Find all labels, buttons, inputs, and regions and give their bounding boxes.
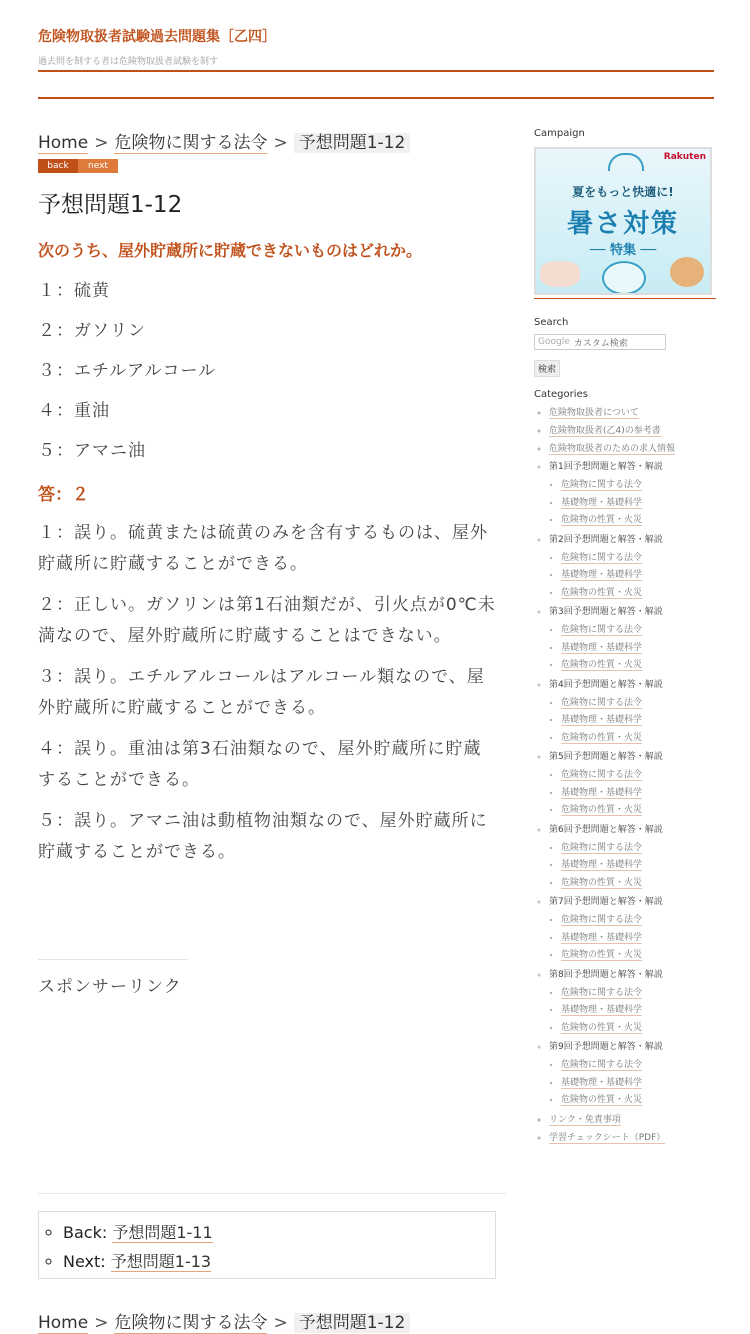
search-placeholder: カスタム検索 — [573, 338, 628, 349]
search-input[interactable] — [534, 334, 666, 350]
category-group-title: 第4回予想問題と解答・解説 — [549, 679, 663, 690]
breadcrumb-separator: > — [94, 1313, 109, 1333]
subcategory-link[interactable]: 危険物の性質・火災 — [561, 877, 643, 888]
category-group — [549, 460, 716, 530]
category-list — [534, 406, 716, 1146]
pillow-image — [540, 261, 580, 287]
subcategory-item — [561, 695, 716, 713]
category-group — [549, 750, 716, 820]
subcategory-item — [561, 930, 716, 948]
bear-icon — [602, 261, 646, 295]
subcategory-link[interactable]: 危険物の性質・火災 — [561, 515, 643, 525]
next-post-label: Next: — [63, 1252, 106, 1271]
subcategory-link[interactable]: 危険物に関する法令 — [561, 625, 643, 635]
next-post-item — [63, 1247, 495, 1276]
answer-text: 答：２ — [38, 485, 89, 505]
subcategory-item — [561, 840, 716, 858]
article — [38, 190, 498, 868]
category-item — [549, 1131, 716, 1146]
post-pager — [38, 159, 118, 173]
category-group — [549, 1040, 716, 1110]
subcategory-item — [561, 495, 716, 513]
subcategory-link[interactable]: 危険物の性質・火災 — [561, 1095, 643, 1105]
ad-line3: ── 特集 ── — [589, 243, 657, 258]
answer-option: ５：アマニ油 — [38, 441, 146, 461]
subcategory-list — [549, 985, 716, 1038]
option-list — [38, 278, 498, 464]
subcategory-list — [549, 622, 716, 675]
subcategory-link[interactable]: 危険物に関する法令 — [561, 770, 643, 780]
header-divider — [38, 70, 714, 72]
subcategory-item — [561, 622, 716, 640]
subcategory-link[interactable]: 基礎物理・基礎科学 — [561, 787, 643, 798]
category-link[interactable]: 危険物取扱者(乙4)の参考書 — [549, 426, 661, 436]
category-group — [549, 605, 716, 675]
subcategory-link[interactable]: 基礎物理・基礎科学 — [561, 570, 643, 580]
subcategory-list — [549, 912, 716, 965]
google-logo: Google — [538, 337, 570, 347]
sponsor-label: スポンサーリンク — [38, 959, 188, 997]
explanation-item: ３：誤り。エチルアルコールはアルコール類なので、屋外貯蔵所に貯蔵することができる。 — [38, 667, 485, 718]
breadcrumb-separator: > — [273, 133, 288, 153]
category-group-title: 第6回予想問題と解答・解説 — [549, 824, 663, 835]
prev-post-link[interactable]: 予想問題1-11 — [112, 1223, 213, 1242]
answer-option: １：硫黄 — [38, 281, 110, 301]
category-group — [549, 968, 716, 1038]
subcategory-item — [561, 1075, 716, 1093]
subcategory-link[interactable]: 危険物の性質・火災 — [561, 805, 643, 815]
subcategory-item — [561, 1002, 716, 1020]
campaign-divider — [534, 298, 716, 299]
subcategory-item — [561, 640, 716, 658]
answer-option: ３：エチルアルコール — [38, 361, 217, 381]
subcategory-link[interactable]: 基礎物理・基礎科学 — [561, 642, 643, 653]
category-group-title: 第8回予想問題と解答・解説 — [549, 969, 663, 980]
subcategory-item — [561, 875, 716, 893]
subcategory-link[interactable]: 基礎物理・基礎科学 — [561, 860, 643, 870]
answer-option: ２：ガソリン — [38, 321, 146, 341]
category-group-title: 第3回予想問題と解答・解説 — [549, 607, 663, 617]
subcategory-link[interactable]: 危険物に関する法令 — [561, 552, 643, 563]
category-group — [549, 823, 716, 893]
explanation-list — [38, 518, 498, 868]
subcategory-list — [549, 840, 716, 893]
subcategory-link[interactable]: 危険物に関する法令 — [561, 697, 643, 708]
subcategory-list — [549, 767, 716, 820]
subcategory-link[interactable]: 危険物に関する法令 — [561, 987, 643, 998]
category-group — [549, 678, 716, 748]
subcategory-item — [561, 802, 716, 820]
answer-option: ４：重油 — [38, 401, 110, 421]
rakuten-logo: Rakuten — [663, 152, 706, 162]
category-item — [549, 1113, 716, 1128]
category-link[interactable]: 学習チェックシート（PDF） — [549, 1132, 666, 1143]
subcategory-item — [561, 477, 716, 495]
sun-icon — [608, 153, 644, 171]
subcategory-item — [561, 785, 716, 803]
category-group-title: 第1回予想問題と解答・解説 — [549, 462, 663, 472]
site-header — [38, 26, 714, 67]
subcategory-link[interactable]: 危険物の性質・火災 — [561, 732, 643, 743]
back-button[interactable]: back — [38, 159, 78, 173]
subcategory-item — [561, 550, 716, 568]
subcategory-link[interactable]: 危険物に関する法令 — [561, 480, 643, 490]
subcategory-item — [561, 857, 716, 875]
subcategory-item — [561, 985, 716, 1003]
subcategory-item — [561, 1092, 716, 1110]
subcategory-link[interactable]: 基礎物理・基礎科学 — [561, 932, 643, 943]
subcategory-link[interactable]: 基礎物理・基礎科学 — [561, 1077, 643, 1088]
subcategory-item — [561, 585, 716, 603]
search-widget — [534, 317, 716, 377]
content-divider — [38, 1193, 506, 1194]
breadcrumb-separator: > — [273, 1313, 288, 1333]
subcategory-list — [549, 477, 716, 530]
nav-divider — [38, 97, 714, 99]
category-link[interactable]: 危険物取扱者のための求人情報 — [549, 444, 676, 454]
subcategory-item — [561, 767, 716, 785]
category-group-title: 第2回予想問題と解答・解説 — [549, 534, 663, 545]
category-group-title: 第5回予想問題と解答・解説 — [549, 752, 663, 762]
prev-post-label: Back: — [63, 1223, 108, 1242]
campaign-heading: Campaign — [534, 128, 585, 139]
search-heading: Search — [534, 317, 569, 328]
campaign-banner[interactable] — [534, 147, 712, 295]
subcategory-item — [561, 657, 716, 675]
subcategory-link[interactable]: 基礎物理・基礎科学 — [561, 1005, 643, 1015]
category-group — [549, 533, 716, 603]
category-item — [549, 424, 716, 439]
explanation-item: １：誤り。硫黄または硫黄のみを含有するものは、屋外貯蔵所に貯蔵することができる。 — [38, 523, 488, 574]
subcategory-link[interactable]: 危険物に関する法令 — [561, 842, 643, 853]
next-button[interactable]: next — [78, 159, 118, 173]
category-group-title: 第9回予想問題と解答・解説 — [549, 1042, 663, 1052]
subcategory-list — [549, 1057, 716, 1110]
category-link[interactable]: 危険物取扱者について — [549, 408, 639, 418]
sidebar — [534, 128, 716, 1146]
subcategory-item — [561, 1020, 716, 1038]
subcategory-item — [561, 1057, 716, 1075]
breadcrumb-current: 予想問題1-12 — [294, 133, 411, 153]
categories-widget — [534, 389, 716, 1146]
subcategory-link[interactable]: 危険物の性質・火災 — [561, 660, 643, 670]
subcategory-link[interactable]: 基礎物理・基礎科学 — [561, 715, 643, 725]
subcategory-link[interactable]: 基礎物理・基礎科学 — [561, 497, 643, 508]
category-item — [549, 406, 716, 421]
explanation-item: ２：正しい。ガソリンは第1石油類だが、引火点が0℃未満なので、屋外貯蔵所に貯蔵することはできない。 — [38, 595, 496, 646]
breadcrumb-separator: > — [94, 133, 109, 153]
breadcrumb-home-link[interactable]: Home — [38, 1313, 89, 1333]
breadcrumb-category-link[interactable]: 危険物に関する法令 — [114, 133, 268, 153]
explanation-item: ５：誤り。アマニ油は動植物油類なので、屋外貯蔵所に貯蔵することができる。 — [38, 811, 488, 862]
subcategory-item — [561, 912, 716, 930]
subcategory-list — [549, 550, 716, 603]
explanation-item: ４：誤り。重油は第3石油類なので、屋外貯蔵所に貯蔵することができる。 — [38, 739, 482, 790]
subcategory-item — [561, 512, 716, 530]
breadcrumb — [38, 128, 410, 153]
category-group — [549, 895, 716, 965]
question-text: 次のうち、屋外貯蔵所に貯蔵できないものはどれか。 — [38, 241, 423, 260]
subcategory-link[interactable]: 危険物の性質・火災 — [561, 587, 643, 598]
subcategory-item — [561, 567, 716, 585]
category-item — [549, 442, 716, 457]
prev-post-item — [63, 1218, 495, 1247]
next-post-link[interactable]: 予想問題1-13 — [110, 1252, 212, 1271]
breadcrumb-category-link[interactable]: 危険物に関する法令 — [114, 1313, 268, 1333]
post-navigation — [38, 1211, 496, 1279]
subcategory-link[interactable]: 危険物に関する法令 — [561, 1060, 643, 1070]
subcategory-link[interactable]: 危険物の性質・火災 — [561, 1022, 643, 1033]
ad-line1: 夏をもっと快適に! — [572, 185, 674, 199]
subcategory-link[interactable]: 危険物の性質・火災 — [561, 950, 643, 960]
categories-heading: Categories — [534, 389, 588, 400]
subcategory-item — [561, 947, 716, 965]
page-title: 予想問題1-12 — [38, 192, 183, 218]
breadcrumb-home-link[interactable]: Home — [38, 133, 89, 153]
category-group-title: 第7回予想問題と解答・解説 — [549, 897, 663, 907]
site-tagline: 過去問を制する者は危険物取扱者試験を制す — [38, 57, 219, 67]
search-button[interactable]: 検索 — [534, 360, 560, 377]
subcategory-item — [561, 730, 716, 748]
subcategory-list — [549, 695, 716, 748]
subcategory-item — [561, 712, 716, 730]
breadcrumb-bottom — [38, 1308, 410, 1333]
ad-line2: 暑さ対策 — [566, 209, 679, 239]
breadcrumb-current: 予想問題1-12 — [294, 1313, 411, 1333]
site-title[interactable]: 危険物取扱者試験過去問題集［乙四］ — [38, 29, 276, 45]
dog-image — [670, 257, 704, 287]
category-link[interactable]: リンク・免責事項 — [549, 1114, 621, 1125]
subcategory-link[interactable]: 危険物に関する法令 — [561, 915, 643, 925]
